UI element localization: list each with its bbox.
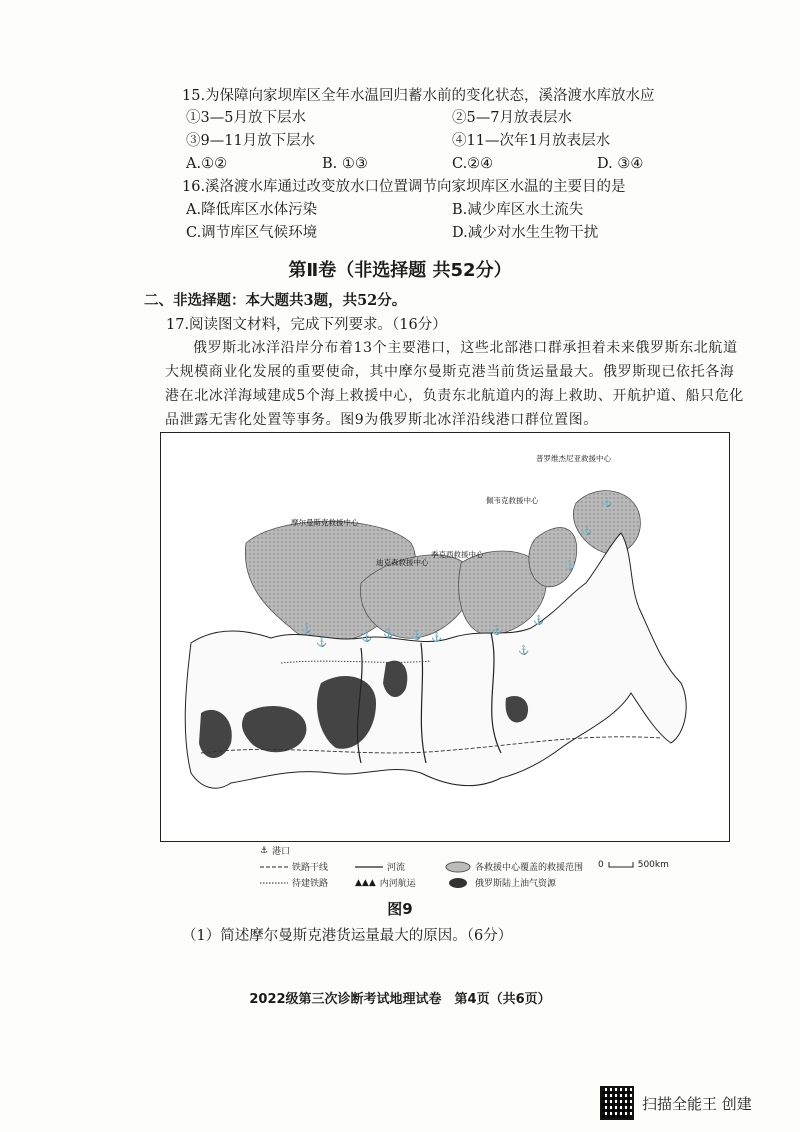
q16-stem: 16.溪洛渡水库通过改变放水口位置调节向家坝库区水温的主要目的是 [182,179,626,195]
legend-inland-shipping: ▲▲▲ 内河航运 [355,877,416,889]
section-title: 第Ⅱ卷（非选择题 共52分） [288,260,512,281]
port-anchor-icon: ⚓ [316,638,328,648]
map-svg [161,433,729,841]
q16-choice-d: D.减少对水生生物干扰 [452,225,599,241]
q15-option-4: ④11—次年1月放表层水 [452,133,611,149]
port-anchor-icon: ⚓ [601,498,613,508]
q15-choice-b: B. ①③ [322,156,368,172]
port-anchor-icon: ⚓ [581,526,593,536]
qr-code-icon [600,1086,634,1120]
triangle-line-icon: ▲▲▲ [355,877,376,888]
rescue-area-pevek [529,528,577,587]
q16-choice-a: A.降低库区水体污染 [186,202,318,218]
q15-choice-d: D. ③④ [597,156,644,172]
q15-option-3: ③9—11月放下层水 [186,133,316,149]
map-label-pevek-center: 佩韦克救援中心 [486,496,539,505]
q17-material: 俄罗斯北冰洋沿岸分布着13个主要港口，这些北部港口群承担着未来俄罗斯东北航道大规模商业化发展的重要使命，其中摩尔曼斯克港当前货运量最大。俄罗斯现已依托各海港在北冰洋海域建成5个海上救援中心，负责东北航道内的海上救助、开航护道、船只危化品泄露无害化处置等事务。图9为俄罗斯北冰洋沿线港口群位置图。 [165,340,744,428]
planned-railway-line-icon [260,880,288,886]
q17-subquestion-1: （1）简述摩尔曼斯克港货运量最大的原因。（6分） [182,928,513,944]
map-label-tiksi-center: 季克西救援中心 [431,550,484,559]
q15-stem: 15.为保障向家坝库区全年水温回归蓄水前的变化状态，溪洛渡水库放水应 [182,88,655,104]
q15-choice-c: C.②④ [452,156,494,172]
port-anchor-icon: ⚓ [564,561,576,571]
scanner-watermark: 扫描全能王 创建 [600,1086,752,1120]
anchor-icon: ⚓ [260,845,269,856]
part2-heading: 二、非选择题：本大题共3题，共52分。 [144,292,407,309]
map-legend [160,842,728,896]
legend-oil-gas: 俄罗斯陆上油气资源 [445,876,556,889]
port-anchor-icon: ⚓ [361,633,373,643]
port-anchor-icon: ⚓ [431,633,443,643]
map-label-murmansk-center: 摩尔曼斯克救援中心 [291,518,359,527]
q16-choice-b: B.减少库区水土流失 [452,202,584,218]
q15-option-2: ②5—7月放表层水 [452,110,572,126]
map-label-dikson-center: 迪克森救援中心 [376,558,429,567]
legend-river: 河流 [355,860,405,873]
railway-line-icon [260,864,288,870]
q15-choice-a: A.①② [186,156,228,172]
q17-stem: 17.阅读图文材料，完成下列要求。（16分） [166,317,447,333]
hatched-oval-icon [445,861,471,873]
port-anchor-icon: ⚓ [301,624,313,634]
figure-caption: 图9 [387,900,413,918]
river-line-icon [355,864,383,870]
dark-blob-icon [445,877,471,889]
oil-gas-region-4 [383,661,407,697]
map-label-provideniya-center: 普罗维杰尼亚救援中心 [536,454,611,463]
legend-planned-railway: 待建铁路 [260,876,328,889]
legend-railway: 铁路干线 [260,860,328,873]
port-anchor-icon: ⚓ [491,626,503,636]
legend-rescue-range: 各救援中心覆盖的救援范围 [445,860,583,873]
port-anchor-icon: ⚓ [518,646,530,656]
russia-ports-map [160,432,730,842]
legend-scale: 0 500km [598,860,669,870]
port-anchor-icon: ⚓ [411,631,423,641]
port-anchor-icon: ⚓ [383,629,395,639]
legend-port: ⚓ 港口 [260,845,291,857]
q15-option-1: ①3—5月放下层水 [186,110,306,126]
q16-choice-c: C.调节库区气候环境 [186,225,318,241]
port-anchor-icon: ⚓ [533,616,545,626]
page-footer: 2022级第三次诊断考试地理试卷 第4页（共6页） [249,992,551,1007]
scale-bar-icon [608,861,634,869]
